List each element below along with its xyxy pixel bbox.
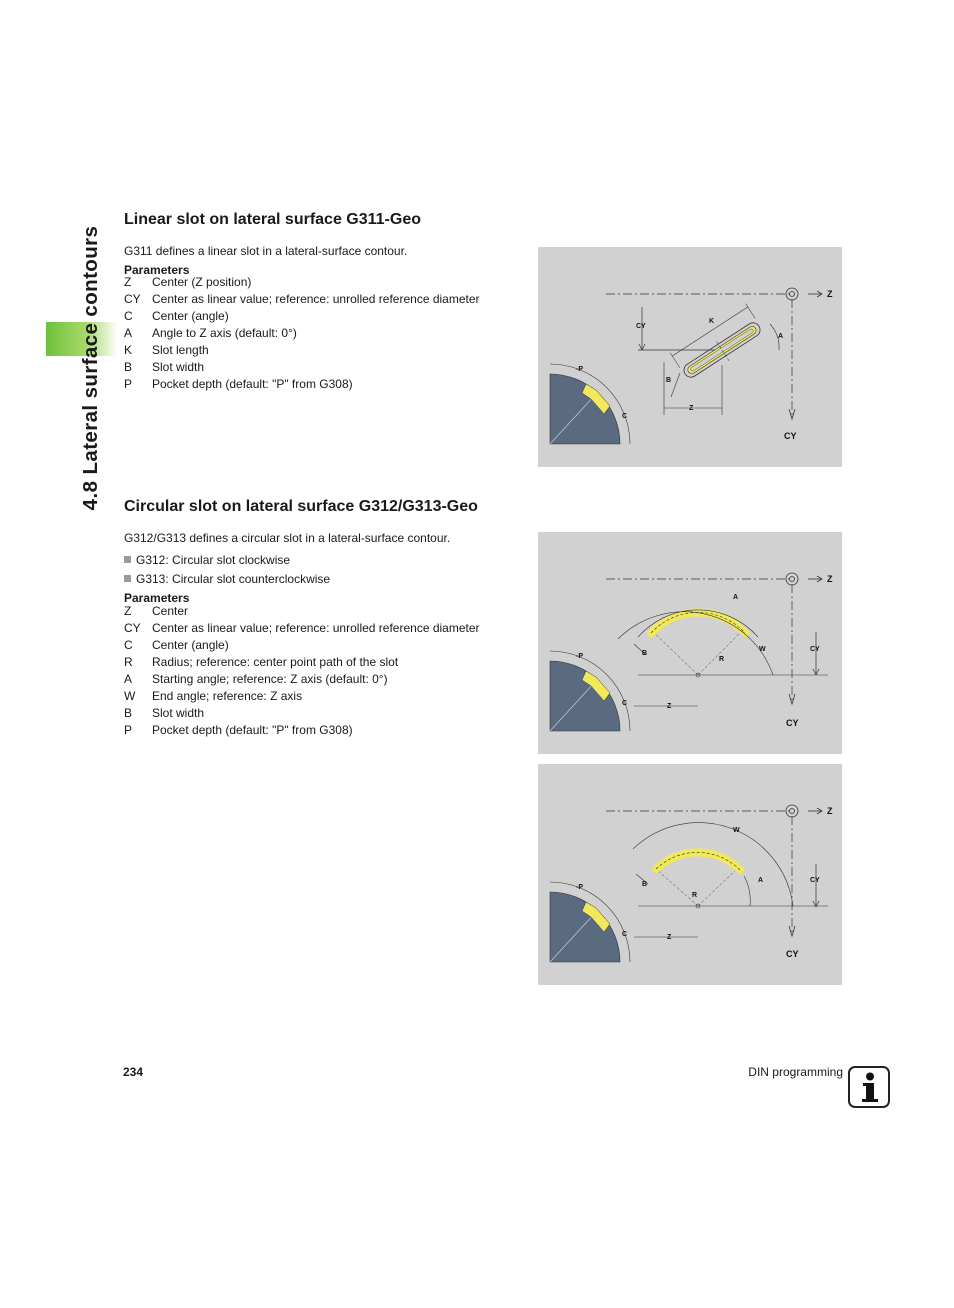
parameter-key: B: [124, 360, 133, 374]
b-width-label: B: [666, 377, 672, 384]
r-radius-label: R: [692, 892, 698, 899]
z-axis-label: Z: [827, 806, 833, 816]
z-dim-label: Z: [689, 405, 694, 412]
bullet-item: [124, 570, 330, 589]
info-icon: [848, 1066, 890, 1108]
parameter-key: CY: [124, 292, 141, 306]
parameter-desc: Slot length: [152, 343, 209, 357]
section-heading-linear-slot: Linear slot on lateral surface G311-Geo: [124, 211, 421, 228]
parameter-desc: Center as linear value; reference: unrolled reference diameter: [152, 292, 480, 306]
section-intro: G312/G313 defines a circular slot in a lateral-surface contour.: [124, 531, 451, 545]
parameter-desc: Starting angle; reference: Z axis (default: 0°): [152, 672, 388, 686]
pocket-depth-label: -P: [576, 884, 583, 891]
parameter-desc: Pocket depth (default: "P" from G308): [152, 723, 353, 737]
z-dim-label: Z: [667, 703, 672, 710]
parameter-desc: Center (Z position): [152, 275, 252, 289]
parameter-key: A: [124, 672, 133, 686]
a-angle-label: A: [733, 594, 739, 601]
cy-axis-label: CY: [786, 718, 799, 728]
w-angle-label: W: [759, 646, 766, 653]
linear-slot-figure: [538, 247, 842, 467]
z-axis-label: Z: [827, 574, 833, 584]
cy-dim-label: CY: [810, 646, 820, 653]
parameter-desc: Pocket depth (default: "P" from G308): [152, 377, 353, 391]
parameter-desc: Center: [152, 604, 189, 618]
a-angle-label: A: [758, 877, 764, 884]
c-angle-label: C: [622, 700, 628, 707]
parameter-key: C: [124, 638, 133, 652]
bullet-square-icon: [124, 575, 131, 582]
parameter-key: P: [124, 723, 133, 737]
parameter-desc: Center (angle): [152, 638, 229, 652]
parameter-desc: Slot width: [152, 360, 205, 374]
circular-slot-cw-figure: [538, 532, 842, 754]
pocket-depth-label: -P: [576, 366, 583, 373]
parameter-key: Z: [124, 604, 132, 618]
bullet-item: [124, 551, 330, 570]
c-angle-label: C: [622, 413, 628, 420]
section-intro: G311 defines a linear slot in a lateral-surface contour.: [124, 244, 408, 258]
section-heading-circular-slot: Circular slot on lateral surface G312/G313-Geo: [124, 498, 478, 515]
bullet-text: G312: Circular slot clockwise: [136, 553, 291, 567]
chapter-footer-label: DIN programming: [748, 1065, 843, 1079]
circular-slot-ccw-figure: [538, 764, 842, 985]
k-length-label: K: [709, 318, 715, 325]
parameter-desc: Center as linear value; reference: unrolled reference diameter: [152, 621, 480, 635]
a-angle-label: A: [778, 333, 784, 340]
parameter-key: W: [124, 689, 136, 703]
parameters-label: Parameters: [124, 591, 190, 605]
parameters-label: Parameters: [124, 263, 190, 277]
parameter-key: P: [124, 377, 133, 391]
bullet-text: G313: Circular slot counterclockwise: [136, 572, 331, 586]
cy-axis-label: CY: [786, 949, 799, 959]
z-dim-label: Z: [667, 934, 672, 941]
cy-axis-label: CY: [784, 431, 797, 441]
parameter-desc: Angle to Z axis (default: 0°): [152, 326, 297, 340]
w-angle-label: W: [733, 827, 740, 834]
parameter-key: R: [124, 655, 133, 669]
cy-dim-label: CY: [810, 877, 820, 884]
parameter-desc: Center (angle): [152, 309, 229, 323]
r-radius-label: R: [719, 656, 725, 663]
b-width-label: B: [642, 881, 648, 888]
b-width-label: B: [642, 650, 648, 657]
parameter-key: Z: [124, 275, 132, 289]
parameter-desc: End angle; reference: Z axis: [152, 689, 303, 703]
parameter-desc: Slot width: [152, 706, 205, 720]
parameter-key: B: [124, 706, 133, 720]
cy-dim-label: CY: [636, 323, 646, 330]
page-number: 234: [123, 1065, 144, 1079]
parameter-key: C: [124, 309, 133, 323]
bullet-list: [124, 551, 330, 589]
parameter-key: K: [124, 343, 133, 357]
parameter-key: CY: [124, 621, 141, 635]
parameter-desc: Radius; reference: center point path of the slot: [152, 655, 399, 669]
chapter-title: 4.8 Lateral surface contours: [79, 225, 102, 511]
z-axis-label: Z: [827, 289, 833, 299]
c-angle-label: C: [622, 931, 628, 938]
bullet-square-icon: [124, 556, 131, 563]
parameter-key: A: [124, 326, 133, 340]
pocket-depth-label: -P: [576, 653, 583, 660]
